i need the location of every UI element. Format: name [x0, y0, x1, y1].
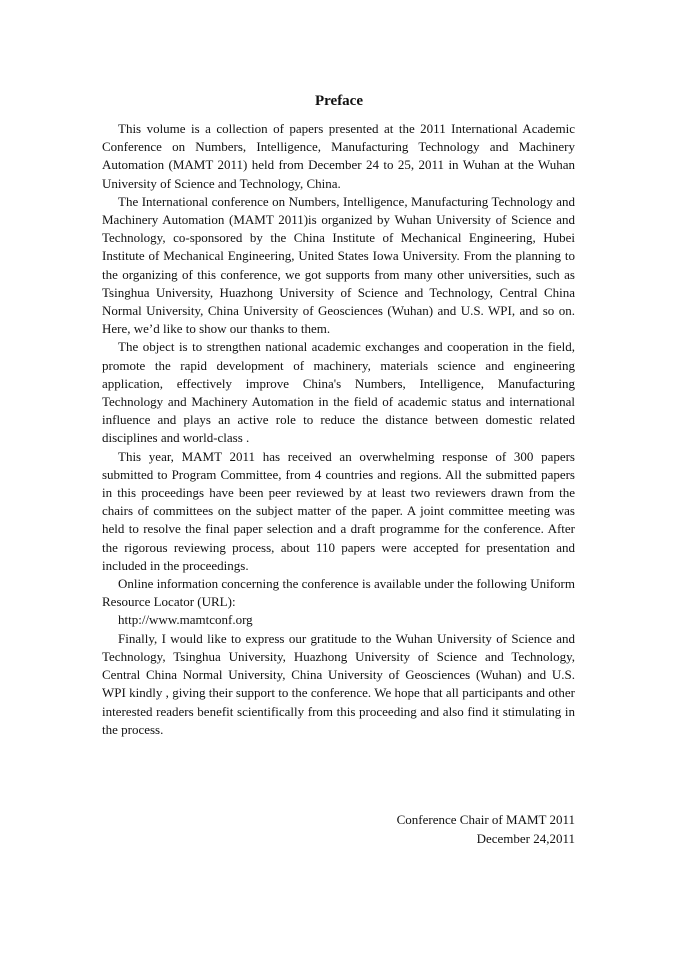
page-title: Preface [314, 93, 364, 109]
preface-body [102, 120, 575, 739]
paragraph-submissions: This year, MAMT 2011 has received an overwhelming response of 300 papers submitted to Program Committee, from 4 countries and regions. All the submitted papers in this proceedings have been peer reviewed by at least two reviewers drawn from the chairs of committees on the subject matter of the paper. A joint committee meeting was held to resolve the final paper selection and a draft programme for the conference. After the rigorous reviewing process, about 110 papers were accepted for presentation and included in the proceedings. [102, 448, 575, 573]
conference-url: http://www.mamtconf.org [118, 612, 253, 628]
paragraph-objective: The object is to strengthen national academic exchanges and cooperation in the field, promote the rapid development of machinery, materials science and engineering application, effectively improve China's Numbers, Intelligence, Manufacturing Technology and Machinery Automation in the field of academic status and international influence and plays an active role to reduce the distance between domestic related disciplines and world-class . [102, 339, 575, 446]
paragraph-intro: This volume is a collection of papers presented at the 2011 International Academic Conference on Numbers, Intelligence, Manufacturing Technology and Machinery Automation (MAMT 2011) held from December 24 to 25, 2011 in Wuhan at the Wuhan University of Science and Technology, China. [102, 121, 575, 191]
signature-date: December 24,2011 [476, 830, 575, 846]
paragraph-organizers: The International conference on Numbers, Intelligence, Manufacturing Technology and Machinery Automation (MAMT 2011)is organized by Wuhan University of Science and Technology, co-sponsored by the China Institute of Mechanical Engineering, Hubei Institute of Mechanical Engineering, United States Iowa University. From the planning to the organizing of this conference, we got supports from many other universities, such as Tsinghua University, Huazhong University of Science and Technology, Central China Normal University, China University of Geosciences (Wuhan) and U.S. WPI, and so on. Here, we’d like to show our thanks to them. [102, 193, 575, 337]
paragraph-online-info: Online information concerning the conference is available under the following Uniform Resource Locator (URL): [102, 576, 575, 610]
signature-role: Conference Chair of MAMT 2011 [396, 812, 575, 827]
signature-block [300, 811, 575, 848]
paragraph-gratitude: Finally, I would like to express our gratitude to the Wuhan University of Science and Technology, Tsinghua University, Huazhong University of Science and Technology, Central China Normal University, China University of Geosciences (Wuhan) and U.S. WPI kindly , giving their support to the conference. We hope that all participants and other interested readers benefit scientifically from this proceeding and also find it stimulating in the process. [102, 630, 575, 737]
